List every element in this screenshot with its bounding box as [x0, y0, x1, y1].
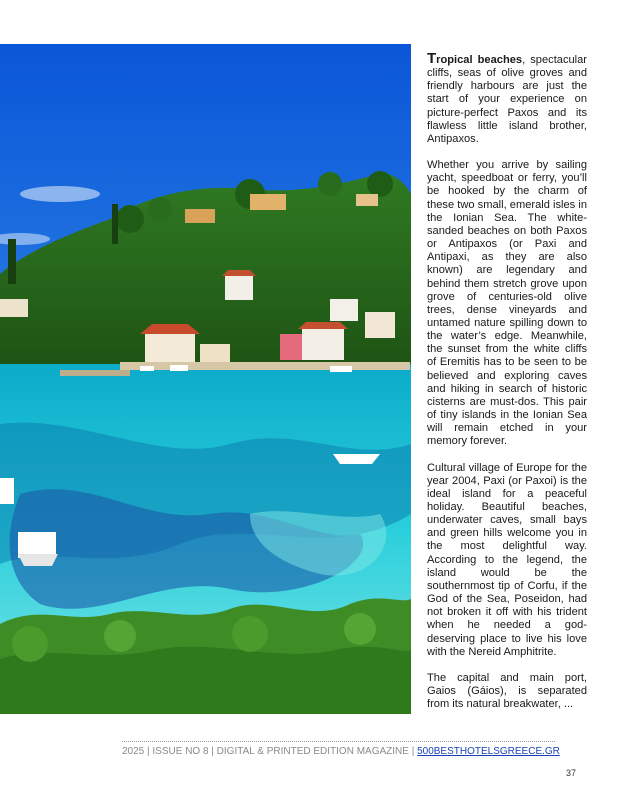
article-paragraph-intro — [427, 52, 587, 146]
drop-cap: T — [427, 50, 437, 67]
harbour-photo — [0, 44, 411, 714]
article-paragraph: The capital and main port, Gaios (Gáios), is separated from its natural breakwater, ... — [427, 671, 587, 711]
intro-text: , spectacular cliffs, seas of olive groves and friendly harbours are just the start of your experience on picture-perfect Paxos and its flawless little island brother, Antipaxos. — [427, 54, 587, 145]
article-paragraph: Cultural village of Europe for the year 2004, Paxi (or Paxoi) is the ideal island for a peaceful holiday. Beautiful beaches, underwater caves, small bays and green hills welcome you in the most delightful way. According to the legend, the island would be the southernmost tip of Corfu, if the God of the Sea, Poseidon, had not broken it off with his trident when he needed a god-deserving place to live his love with the Nereid Amphitrite. — [427, 461, 587, 658]
website-link[interactable]: 500BESTHOTELSGREECE.GR — [417, 746, 560, 757]
article-column — [427, 52, 587, 724]
page-number: 37 — [566, 768, 577, 778]
harbour-illustration — [0, 44, 411, 714]
lead-phrase: ropical beaches — [436, 54, 523, 66]
footer-divider — [122, 741, 555, 742]
footer-text: 2025 | ISSUE NO 8 | DIGITAL & PRINTED EDITION MAGAZINE | — [122, 746, 418, 757]
magazine-footer — [122, 746, 562, 757]
article-paragraph: Whether you arrive by sailing yacht, speedboat or ferry, you’ll be hooked by the charm of these two small, emerald isles in the Ionian Sea. The white-sanded beaches on both Paxos or Antipaxos (or Paxi and Antipaxi, as they are also known) are legendary and behind them stretch grove upon grove of centuries-old olive trees, dense vineyards and untamed nature spilling down to the water’s edge. Meanwhile, the sunset from the white cliffs of Eremitis has to be seen to be believed and exploring caves and hiking in search of historic cisterns are must-dos. This pair of tiny islands in the Ionian Sea will remain etched in your memory forever. — [427, 159, 587, 448]
